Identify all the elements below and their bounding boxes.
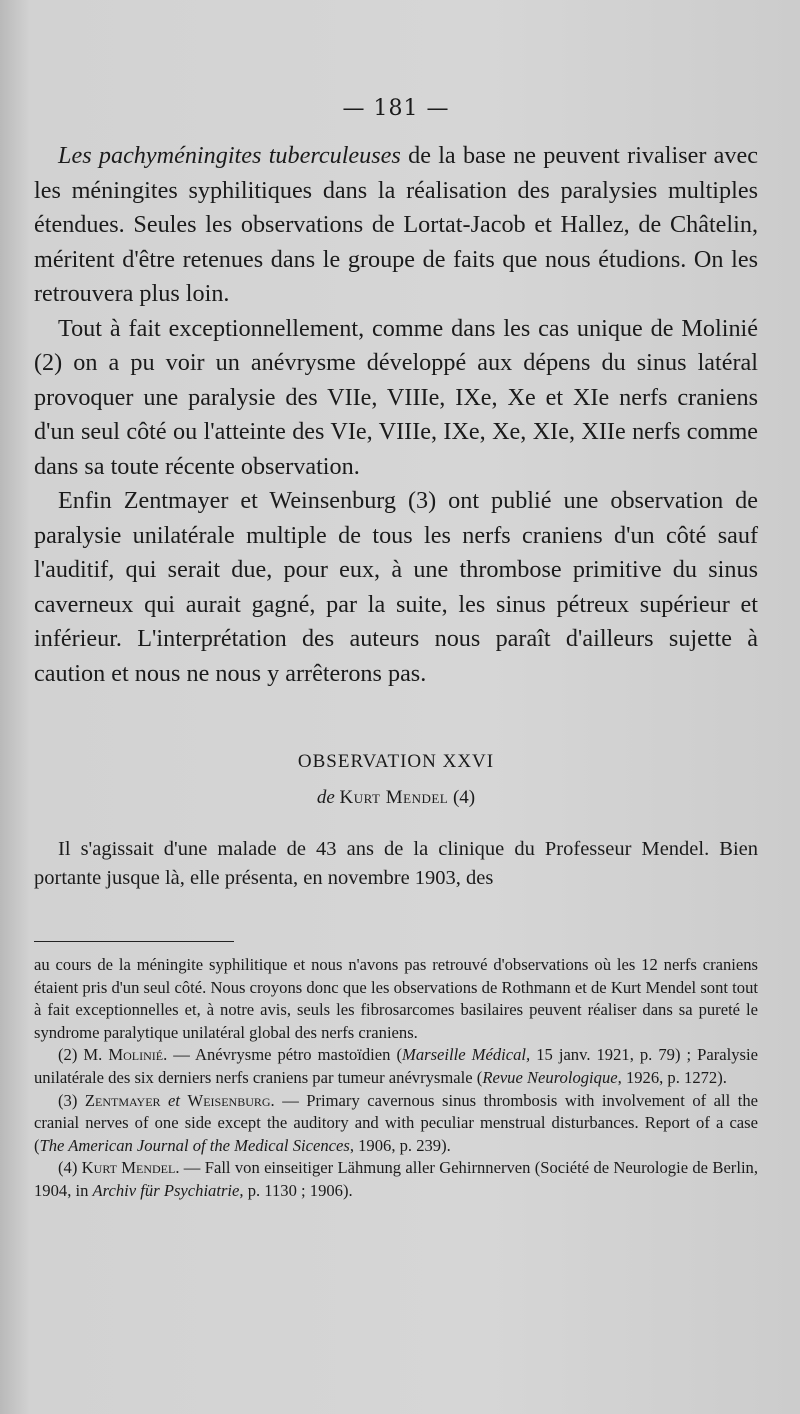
- footnote-4: [34, 1157, 758, 1202]
- footnote-3-author-1: Zentmayer: [84, 1090, 161, 1110]
- footnote-2-text-c: , 1926, p. 1272).: [617, 1067, 727, 1087]
- footnote-2-text-a: . — Anévrysme pétro mastoïdien (: [163, 1045, 403, 1065]
- observation-subtitle: [34, 787, 758, 809]
- footnote-2-author: Molinié: [108, 1045, 164, 1065]
- observation-ref: (4): [448, 787, 476, 808]
- paragraph-1: [34, 139, 758, 312]
- observation-subtitle-de: de: [316, 787, 335, 808]
- page-number: — 181 —: [342, 96, 450, 121]
- footnote-rule: [34, 941, 234, 942]
- footnote-2: [34, 1044, 758, 1089]
- footnote-4-text-a: . — Fall von einseitiger Lähmung aller Gehirnnerven (Société de Neurologie de Berlin, 1904, in: [34, 1158, 758, 1200]
- paragraph-1-italic: Les pachyméningites tuberculeuses: [58, 142, 401, 169]
- footnote-2-journal-1: Marseille Médical,: [402, 1045, 531, 1065]
- paragraph-3: Enfin Zentmayer et Weinsenburg (3) ont publié une observation de paralysie unilatérale multiple de tous les nerfs craniens d'un côté sauf l'auditif, qui serait due, pour eux, à une thrombose primitive du sinus caverneux qui aurait gagné, par la suite, les sinus pétreux supérieur et inférieur. L'interprétation des auteurs nous paraît d'ailleurs sujette à caution et nous ne nous y arrêterons pas.: [34, 487, 758, 687]
- footnote-2-num: (2) M.: [58, 1045, 109, 1065]
- observation-author: Kurt Mendel: [339, 787, 449, 808]
- observation-text: Il s'agissait d'une malade de 43 ans de la clinique du Professeur Mendel. Bien portante jusque là, elle présenta, en novembre 1903, des: [34, 838, 758, 889]
- main-text: [34, 139, 758, 691]
- footnote-4-journal: Archiv für Psychiatrie,: [92, 1180, 244, 1200]
- footnotes: [34, 954, 758, 1203]
- observation-title: OBSERVATION XXVI: [297, 751, 495, 772]
- footnote-4-author: Kurt Mendel: [81, 1158, 176, 1178]
- footnote-2-journal-2: Revue Neurologique: [482, 1067, 618, 1087]
- paragraph-2: Tout à fait exceptionnellement, comme dans les cas unique de Molinié (2) on a pu voir un anévrysme développé aux dépens du sinus latéral provoquer une paralysie des VIIe, VIIIe, IXe, Xe et XIe nerfs craniens d'un seul côté ou l'atteinte des VIe, VIIIe, IXe, Xe, XIe, XIIe nerfs comme dans sa toute récente observation.: [34, 314, 758, 480]
- footnote-4-num: (4): [58, 1158, 82, 1178]
- footnote-3-author-2: Weisenburg: [187, 1090, 271, 1110]
- footnote-3-et: et: [160, 1090, 188, 1110]
- footnote-2-text-b: 15 janv. 1921, p. 79) ; Paralysie unilatérale des six derniers nerfs craniens par tumeur anévrysmale (: [34, 1045, 758, 1087]
- footnote-3-journal: The American Journal of the Medical Sicences: [39, 1135, 350, 1155]
- footnote-3-text-b: , 1906, p. 239).: [349, 1135, 451, 1155]
- footnote-3: [34, 1090, 758, 1158]
- footnote-3-num: (3): [58, 1090, 85, 1110]
- footnote-4-text-b: p. 1130 ; 1906).: [243, 1180, 353, 1200]
- footnote-3-text-a: . — Primary cavernous sinus thrombosis with involvement of all the cranial nerves of one side except the auditory and with peculiar menstrual disturbances. Report of a case (: [34, 1090, 759, 1155]
- footnote-continuation: au cours de la méningite syphilitique et nous n'avons pas retrouvé d'observations où les 12 nerfs craniens étaient pris d'un seul côté. Nous croyons donc que les observations de Rothmann et de Kurt Mendel sont tout à fait exceptionnelles et, à notre avis, seuls les fibrosarcomes basilaires peuvent réaliser dans sa pureté le syndrome paralytique unilatéral global des nerfs craniens.: [34, 955, 758, 1042]
- paragraph-1-text: de la base ne peuvent rivaliser avec les méningites syphilitiques dans la réalisation des paralysies multiples étendues. Seules les observations de Lortat-Jacob et Hallez, de Châtelin, méritent d'être retenues dans le groupe de faits que nous étudions. On les retrouvera plus loin.: [34, 142, 758, 307]
